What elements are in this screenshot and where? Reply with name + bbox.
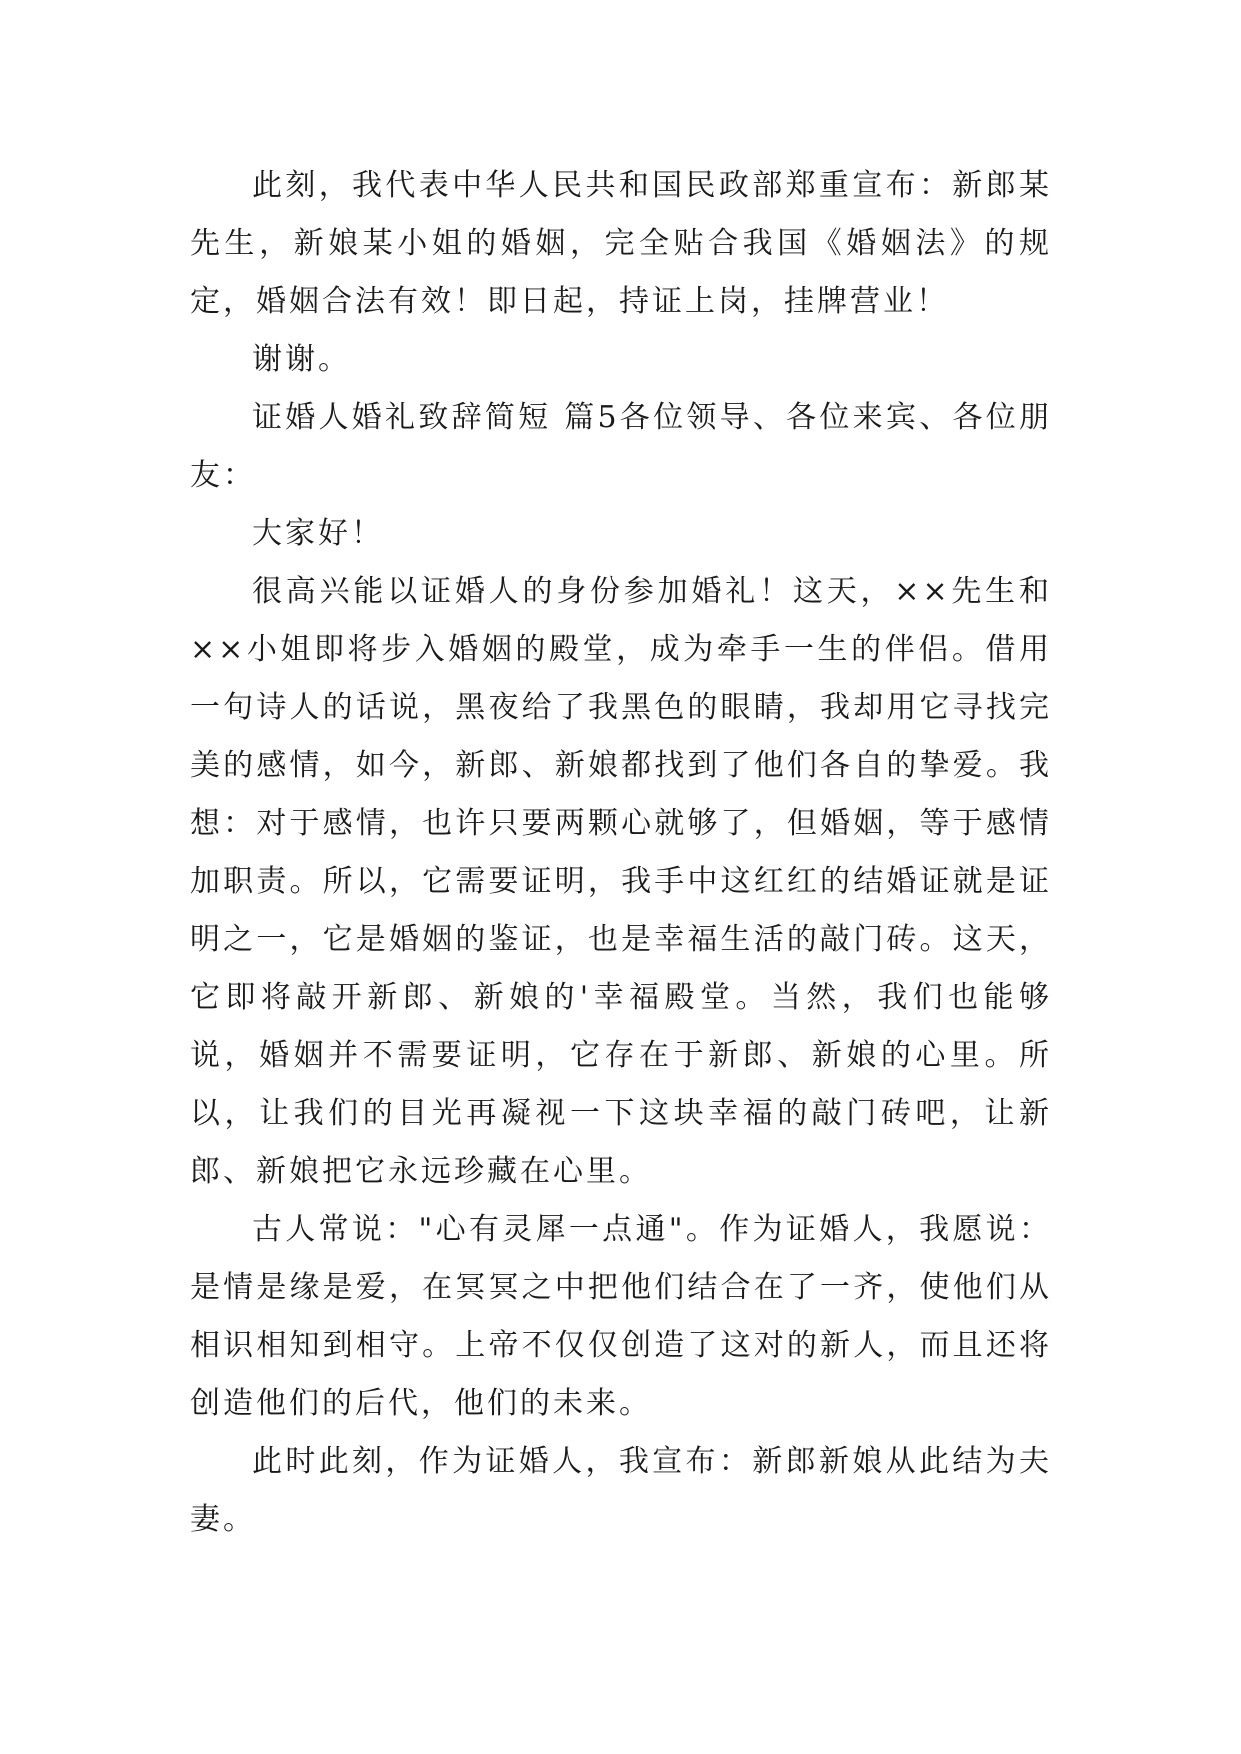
paragraph-main-speech: 很高兴能以证婚人的身份参加婚礼！这天，××先生和××小姐即将步入婚姻的殿堂，成为牵手一生的伴侣。借用一句诗人的话说，黑夜给了我黑色的眼睛，我却用它寻找完美的感情，如今，新郎、新娘都找到了他们各自的挚爱。我想：对于感情，也许只要两颗心就够了，但婚姻，等于感情加职责。所以，它需要证明，我手中这红红的结婚证就是证明之一，它是婚姻的鉴证，也是幸福生活的敲门砖。这天，它即将敲开新郎、新娘的'幸福殿堂。当然，我们也能够说，婚姻并不需要证明，它存在于新郎、新娘的心里。所以，让我们的目光再凝视一下这块幸福的敲门砖吧，让新郎、新娘把它永远珍藏在心里。 — [190, 574, 1052, 1189]
paragraph-hello: 大家好！ — [252, 516, 384, 551]
paragraph-declaration: 此刻，我代表中华人民共和国民政部郑重宣布：新郎某先生，新娘某小姐的婚姻，完全贴合我国《婚姻法》的规定，婚姻合法有效！即日起，持证上岗，挂牌营业！ — [190, 168, 1052, 319]
paragraph-thanks: 谢谢。 — [252, 342, 351, 377]
paragraph-announcement: 此时此刻，作为证婚人，我宣布：新郎新娘从此结为夫妻。 — [190, 1444, 1052, 1537]
document-body — [190, 157, 1052, 1549]
paragraph-heading-greeting: 证婚人婚礼致辞简短 篇5各位领导、各位来宾、各位朋友： — [190, 400, 1052, 493]
paragraph-ancients-saying: 古人常说："心有灵犀一点通"。作为证婚人，我愿说：是情是缘是爱，在冥冥之中把他们结合在了一齐，使他们从相识相知到相守。上帝不仅仅创造了这对的新人，而且还将创造他们的后代，他们的未来。 — [190, 1212, 1052, 1421]
